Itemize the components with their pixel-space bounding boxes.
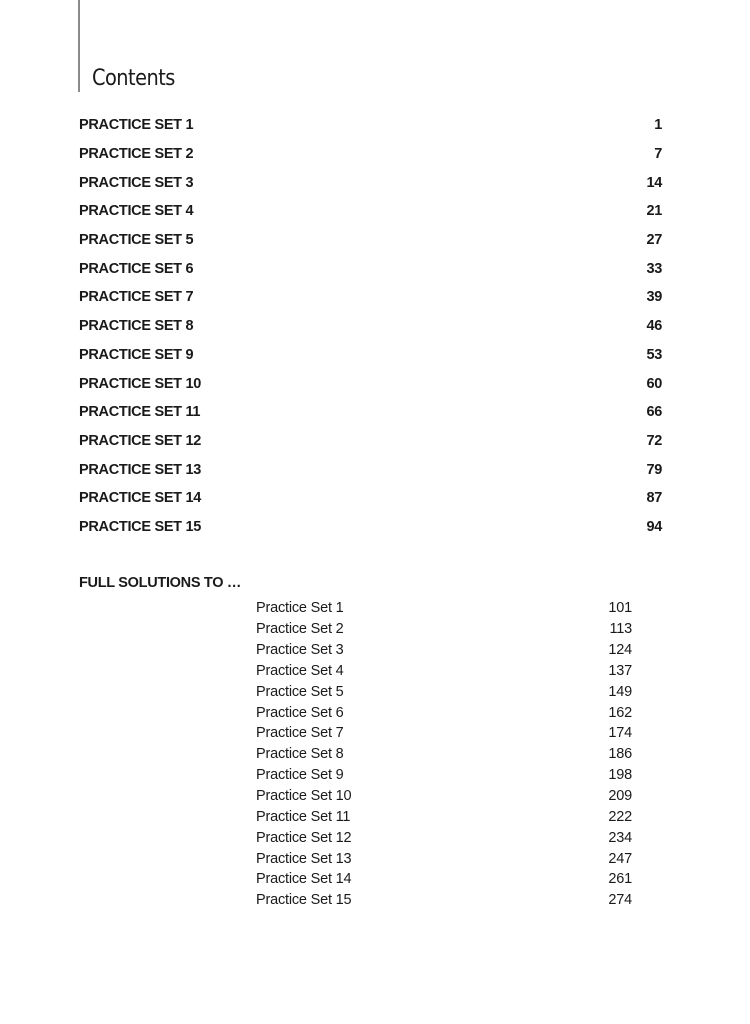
entry-page-number: 53 (646, 346, 662, 363)
entry-title: PRACTICE SET 11 (79, 404, 201, 421)
toc-entry[interactable] (79, 398, 662, 427)
solutions-list (256, 598, 632, 911)
entry-page-number: 33 (646, 260, 662, 277)
entry-page-number: 7 (654, 146, 662, 163)
entry-title: Practice Set 8 (256, 746, 344, 763)
entry-title: Practice Set 3 (256, 642, 344, 659)
entry-page-number: 46 (646, 318, 662, 335)
solution-entry[interactable] (256, 890, 632, 911)
toc-entry[interactable] (79, 140, 662, 169)
entry-title: Practice Set 7 (256, 725, 344, 742)
entry-title: Practice Set 11 (256, 808, 351, 825)
entry-title: PRACTICE SET 5 (79, 232, 194, 249)
entry-title: PRACTICE SET 14 (79, 490, 201, 507)
toc-entry[interactable] (79, 312, 662, 341)
toc-entry[interactable] (79, 513, 662, 542)
entry-title: PRACTICE SET 4 (79, 203, 194, 220)
solution-entry[interactable] (256, 598, 632, 619)
entry-page-number: 186 (608, 746, 632, 763)
entry-title: Practice Set 5 (256, 683, 344, 700)
entry-title: Practice Set 2 (256, 621, 344, 638)
entry-title: PRACTICE SET 6 (79, 260, 194, 277)
contents-main-list (79, 111, 662, 541)
entry-page-number: 21 (646, 203, 662, 220)
entry-title: PRACTICE SET 12 (79, 432, 201, 449)
toc-entry[interactable] (79, 455, 662, 484)
page-title: Contents (92, 66, 175, 91)
solution-entry[interactable] (256, 869, 632, 890)
toc-entry[interactable] (79, 168, 662, 197)
toc-entry[interactable] (79, 427, 662, 456)
entry-title: Practice Set 15 (256, 892, 352, 909)
entry-page-number: 174 (608, 725, 632, 742)
entry-title: PRACTICE SET 1 (79, 117, 194, 134)
solution-entry[interactable] (256, 640, 632, 661)
toc-entry[interactable] (79, 369, 662, 398)
entry-page-number: 234 (608, 829, 632, 846)
entry-page-number: 1 (654, 117, 662, 134)
toc-entry[interactable] (79, 484, 662, 513)
entry-page-number: 137 (608, 662, 632, 679)
solution-entry[interactable] (256, 765, 632, 786)
entry-page-number: 79 (646, 461, 662, 478)
entry-page-number: 124 (608, 642, 632, 659)
entry-page-number: 72 (646, 432, 662, 449)
solution-entry[interactable] (256, 681, 632, 702)
entry-page-number: 209 (608, 788, 632, 805)
entry-title: PRACTICE SET 10 (79, 375, 201, 392)
entry-title: Practice Set 14 (256, 871, 352, 888)
header-vertical-rule (78, 0, 80, 92)
entry-title: PRACTICE SET 7 (79, 289, 194, 306)
entry-page-number: 101 (608, 600, 632, 617)
entry-page-number: 87 (646, 490, 662, 507)
solution-entry[interactable] (256, 786, 632, 807)
entry-page-number: 66 (646, 404, 662, 421)
solution-entry[interactable] (256, 806, 632, 827)
entry-title: Practice Set 1 (256, 600, 344, 617)
entry-title: PRACTICE SET 15 (79, 518, 201, 535)
entry-page-number: 198 (608, 767, 632, 784)
entry-page-number: 261 (608, 871, 632, 888)
entry-page-number: 60 (646, 375, 662, 392)
entry-title: Practice Set 12 (256, 829, 352, 846)
entry-page-number: 247 (608, 850, 632, 867)
entry-title: PRACTICE SET 2 (79, 146, 194, 163)
solution-entry[interactable] (256, 827, 632, 848)
entry-title: PRACTICE SET 9 (79, 346, 194, 363)
toc-entry[interactable] (79, 226, 662, 255)
entry-page-number: 94 (646, 518, 662, 535)
entry-title: Practice Set 6 (256, 704, 344, 721)
solution-entry[interactable] (256, 744, 632, 765)
toc-entry[interactable] (79, 341, 662, 370)
toc-entry[interactable] (79, 283, 662, 312)
solution-entry[interactable] (256, 619, 632, 640)
solutions-heading: FULL SOLUTIONS TO … (79, 575, 242, 591)
entry-page-number: 222 (608, 808, 632, 825)
entry-title: Practice Set 9 (256, 767, 344, 784)
entry-title: PRACTICE SET 13 (79, 461, 201, 478)
entry-page-number: 113 (609, 621, 632, 638)
toc-entry[interactable] (79, 254, 662, 283)
solution-entry[interactable] (256, 661, 632, 682)
entry-title: Practice Set 10 (256, 788, 352, 805)
solution-entry[interactable] (256, 848, 632, 869)
entry-page-number: 39 (646, 289, 662, 306)
entry-page-number: 274 (608, 892, 632, 909)
solution-entry[interactable] (256, 702, 632, 723)
entry-title: PRACTICE SET 3 (79, 174, 194, 191)
toc-entry[interactable] (79, 111, 662, 140)
entry-title: Practice Set 13 (256, 850, 352, 867)
toc-entry[interactable] (79, 197, 662, 226)
solution-entry[interactable] (256, 723, 632, 744)
entry-title: PRACTICE SET 8 (79, 318, 194, 335)
entry-title: Practice Set 4 (256, 662, 344, 679)
entry-page-number: 27 (646, 232, 662, 249)
entry-page-number: 14 (646, 174, 662, 191)
entry-page-number: 162 (608, 704, 632, 721)
entry-page-number: 149 (608, 683, 632, 700)
